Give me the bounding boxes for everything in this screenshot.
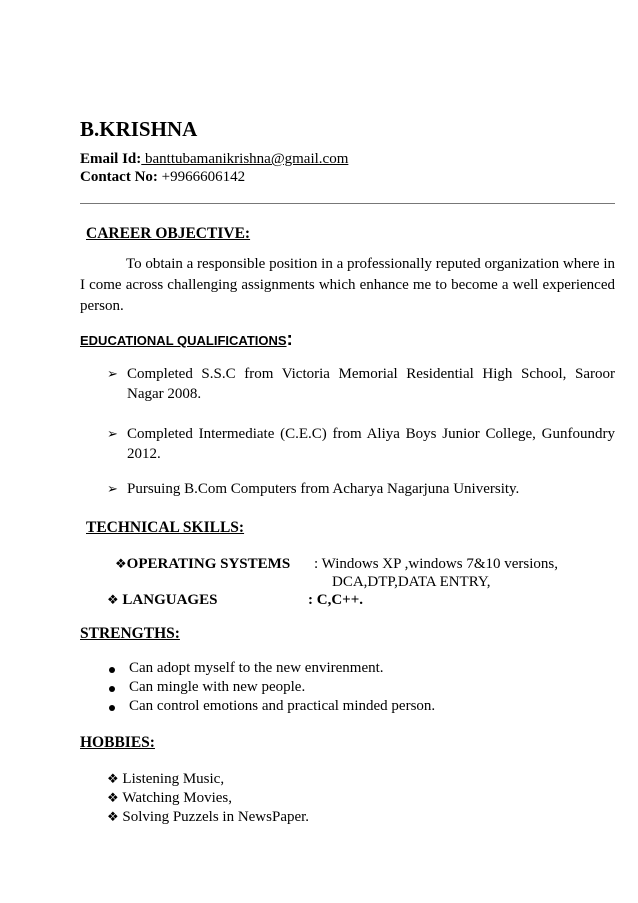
education-item: Completed Intermediate (C.E.C) from Aliya Boys Junior College, Gunfoundry 2012. xyxy=(127,426,615,462)
os-value-line1: : Windows XP ,windows 7&10 versions, xyxy=(314,556,558,572)
educational-qualifications-colon: : xyxy=(286,329,293,350)
career-objective-text: To obtain a responsible position in a professionally reputed organization where in I come across challenging assignments which enhance me to become a well experienced person. xyxy=(80,256,615,314)
round-bullet-icon xyxy=(109,705,115,711)
os-value-line2: DCA,DTP,DATA ENTRY, xyxy=(332,574,491,590)
four-diamond-bullet-icon: ❖ xyxy=(107,771,119,786)
hobby-item: Watching Movies, xyxy=(122,790,233,806)
round-bullet-icon xyxy=(109,667,115,673)
email-line xyxy=(80,151,348,168)
contact-line xyxy=(80,169,245,186)
education-item: Completed S.S.C from Victoria Memorial Residential High School, Saroor Nagar 2008. xyxy=(127,366,615,402)
arrowhead-bullet-icon: ➢ xyxy=(107,366,118,381)
candidate-name: B.KRISHNA xyxy=(80,117,198,141)
hobby-item: Listening Music, xyxy=(122,771,225,787)
strength-item: Can control emotions and practical minded person. xyxy=(129,698,436,714)
four-diamond-bullet-icon: ❖ xyxy=(107,592,119,607)
arrowhead-bullet-icon: ➢ xyxy=(107,481,118,496)
languages-skill-row xyxy=(107,592,217,609)
four-diamond-bullet-icon: ❖ xyxy=(115,556,127,571)
hobby-row xyxy=(107,771,224,788)
strengths-heading: STRENGTHS: xyxy=(80,625,180,642)
email-value[interactable]: banttubamanikrishna@gmail.com xyxy=(141,151,349,167)
hobbies-heading: HOBBIES: xyxy=(80,734,155,751)
os-label: OPERATING SYSTEMS xyxy=(126,556,291,572)
hobby-row xyxy=(107,790,232,807)
technical-skills-heading: TECHNICAL SKILLS: xyxy=(86,519,245,536)
os-skill-row xyxy=(115,556,290,573)
email-label: Email Id: xyxy=(80,151,142,167)
career-objective-heading: CAREER OBJECTIVE: xyxy=(86,225,251,242)
header-divider xyxy=(80,203,615,204)
four-diamond-bullet-icon: ❖ xyxy=(107,809,119,824)
hobby-row xyxy=(107,809,309,826)
contact-value: +9966606142 xyxy=(157,169,246,185)
round-bullet-icon xyxy=(109,686,115,692)
educational-qualifications-heading xyxy=(80,329,293,351)
education-item: Pursuing B.Com Computers from Acharya Nagarjuna University. xyxy=(127,481,520,497)
arrowhead-bullet-icon: ➢ xyxy=(107,426,118,441)
languages-label: LANGUAGES xyxy=(122,592,218,608)
languages-value: : C,C++. xyxy=(308,592,364,608)
four-diamond-bullet-icon: ❖ xyxy=(107,790,119,805)
hobby-item: Solving Puzzels in NewsPaper. xyxy=(122,809,310,825)
strength-item: Can adopt myself to the new envirenment. xyxy=(129,660,384,676)
educational-qualifications-label: EDUCATIONAL QUALIFICATIONS xyxy=(80,333,287,348)
contact-label: Contact No: xyxy=(80,169,158,185)
strength-item: Can mingle with new people. xyxy=(129,679,306,695)
